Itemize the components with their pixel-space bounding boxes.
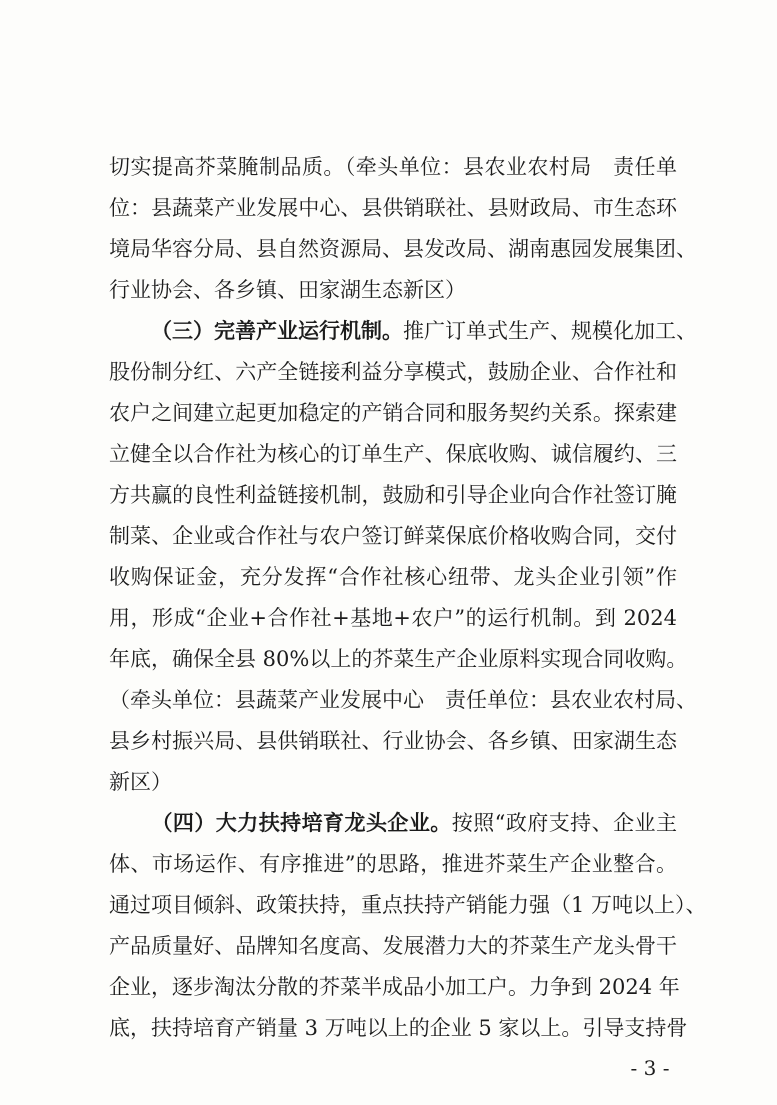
text-line: 体、市场运作、有序推进”的思路，推进芥菜生产企业整合。	[109, 852, 677, 876]
page-number: - 3 -	[630, 1056, 670, 1080]
text-line: 企业，逐步淘汰分散的芥菜半成品小加工户。力争到 2024 年	[109, 975, 680, 999]
text-line: 位：县蔬菜产业发展中心、县供销联社、县财政局、市生态环	[109, 196, 677, 220]
text-line: 通过项目倾斜、政策扶持，重点扶持产销能力强（1 万吨以上）、	[109, 893, 707, 917]
text-line: 制菜、企业或合作社与农户签订鲜菜保底价格收购合同，交付	[109, 524, 677, 548]
text-line: 产品质量好、品牌知名度高、发展潜力大的芥菜生产龙头骨干	[109, 934, 677, 958]
text-line: 农户之间建立起更加稳定的产销合同和服务契约关系。探索建	[109, 401, 677, 425]
text-line: 境局华容分局、县自然资源局、县发改局、湖南惠园发展集团、	[109, 237, 697, 261]
text-line: （四）大力扶持培育龙头企业。按照“政府支持、企业主	[151, 810, 677, 835]
text-line: 新区）	[109, 770, 172, 794]
text-line: 股份制分红、六产全链接利益分享模式，鼓励企业、合作社和	[109, 360, 677, 384]
text-line: 底，扶持培育产销量 3 万吨以上的企业 5 家以上。引导支持骨	[109, 1016, 688, 1040]
text-line: （三）完善产业运行机制。推广订单式生产、规模化加工、	[151, 318, 697, 343]
text-line: 立健全以合作社为核心的订单生产、保底收购、诚信履约、三	[109, 442, 677, 466]
text-line: 收购保证金，充分发挥“合作社核心纽带、龙头企业引领”作	[109, 565, 677, 589]
text-line: 切实提高芥菜腌制品质。（牵头单位：县农业农村局 责任单	[109, 155, 677, 179]
section-heading: （三）完善产业运行机制。	[151, 318, 403, 343]
text-line: 用，形成“企业+合作社+基地+农户”的运行机制。到 2024	[109, 606, 677, 630]
text-line: 方共赢的良性利益链接机制，鼓励和引导企业向合作社签订腌	[109, 483, 677, 507]
text-line: 行业协会、各乡镇、田家湖生态新区）	[109, 278, 466, 302]
text-line: 年底，确保全县 80%以上的芥菜生产企业原料实现合同收购。	[109, 647, 688, 671]
text-line: （牵头单位：县蔬菜产业发展中心 责任单位：县农业农村局、	[109, 688, 697, 712]
section-heading: （四）大力扶持培育龙头企业。	[151, 810, 452, 835]
text-line: 县乡村振兴局、县供销联社、行业协会、各乡镇、田家湖生态	[109, 729, 677, 753]
